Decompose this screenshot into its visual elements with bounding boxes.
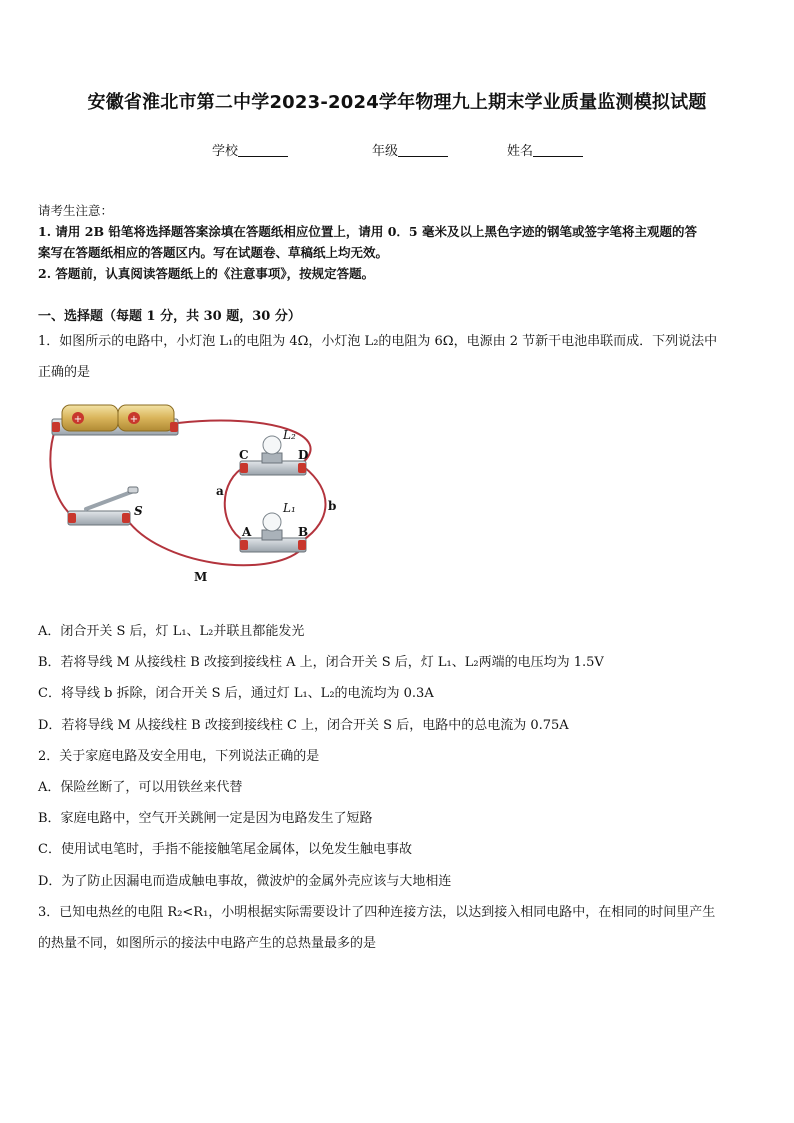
question-1-stem: [38, 326, 760, 388]
school-blank[interactable]: [238, 142, 288, 157]
q2-option-a[interactable]: A．保险丝断了，可以用铁丝来代替: [38, 780, 243, 795]
switch-s: [68, 487, 138, 525]
label-c: C: [239, 448, 249, 462]
label-l2: L₂: [283, 428, 296, 442]
school-label: 学校: [212, 144, 239, 159]
label-d: D: [298, 448, 309, 462]
question-2-stem: 2．关于家庭电路及安全用电，下列说法正确的是: [38, 749, 320, 764]
name-blank[interactable]: [533, 142, 583, 157]
label-s: S: [134, 504, 143, 518]
label-l1: L₁: [283, 501, 296, 515]
battery-terminal-left: [52, 422, 60, 432]
notice-heading: 请考生注意：: [38, 203, 114, 218]
notice-block: [38, 200, 760, 284]
lamp-l2: [240, 436, 309, 475]
wire-battery-switch: [50, 427, 74, 518]
q3-line-2: 的热量不同，如图所示的接法中电路产生的总热量最多的是: [38, 936, 377, 951]
svg-text:+: +: [129, 414, 139, 425]
q2-option-d[interactable]: D．为了防止因漏电而造成触电事故，微波炉的金属外壳应该与大地相连: [38, 874, 452, 889]
label-wire-a: a: [216, 484, 224, 498]
section-heading: 一、选择题（每题 1 分，共 30 题，30 分）: [38, 309, 301, 324]
page-title: 安徽省淮北市第二中学2023-2024学年物理九上期末学业质量监测模拟试题: [87, 92, 707, 113]
q2-option-c[interactable]: C．使用试电笔时，手指不能接触笔尾金属体，以免发生触电事故: [38, 842, 412, 857]
label-a-terminal: A: [242, 525, 252, 539]
school-field[interactable]: [212, 140, 288, 159]
q1-option-c[interactable]: C．将导线 b 拆除，闭合开关 S 后，通过灯 L₁、L₂的电流均为 0.3A: [38, 686, 434, 701]
q3-line-1: 3．已知电热丝的电阻 R₂<R₁，小明根据实际需要设计了四种连接方法，以达到接入相同电路中，在相同的时间里产生: [38, 905, 716, 920]
notice-item-1a: 1. 请用 2B 铅笔将选择题答案涂填在答题纸相应位置上，请用 0．5 毫米及以上黑色字迹的钢笔或签字笔将主观题的答: [38, 224, 697, 239]
notice-item-1b: 案写在答题纸相应的答题区内。写在试题卷、草稿纸上均无效。: [38, 245, 389, 260]
grade-field[interactable]: [372, 140, 448, 159]
svg-text:+: +: [73, 414, 83, 425]
q1-line-1: 1．如图所示的电路中，小灯泡 L₁的电阻为 4Ω，小灯泡 L₂的电阻为 6Ω，电源由 2 节新干电池串联而成．下列说法中: [38, 334, 718, 349]
q1-line-2: 正确的是: [38, 365, 91, 380]
q2-option-b[interactable]: B．家庭电路中，空气开关跳闸一定是因为电路发生了短路: [38, 811, 373, 826]
q1-option-b[interactable]: B．若将导线 M 从接线柱 B 改接到接线柱 A 上，闭合开关 S 后，灯 L₁、L₂两端的电压均为 1.5V: [38, 655, 604, 670]
label-wire-b: b: [328, 499, 337, 513]
battery-terminal-right: [170, 422, 178, 432]
label-b-terminal: B: [298, 525, 309, 539]
label-m: M: [194, 570, 208, 584]
grade-label: 年级: [372, 144, 399, 159]
name-field[interactable]: [507, 140, 583, 159]
question-3-stem: [38, 897, 760, 959]
name-label: 姓名: [507, 144, 534, 159]
q1-option-a[interactable]: A．闭合开关 S 后，灯 L₁、L₂并联且都能发光: [38, 624, 305, 639]
q1-option-d[interactable]: D．若将导线 M 从接线柱 B 改接到接线柱 C 上，闭合开关 S 后，电路中的总电流为 0.75A: [38, 718, 569, 733]
grade-blank[interactable]: [398, 142, 448, 157]
circuit-diagram: [38, 395, 348, 590]
notice-item-2: 2. 答题前，认真阅读答题纸上的《注意事项》，按规定答题。: [38, 266, 375, 281]
battery-pack: [52, 405, 178, 435]
